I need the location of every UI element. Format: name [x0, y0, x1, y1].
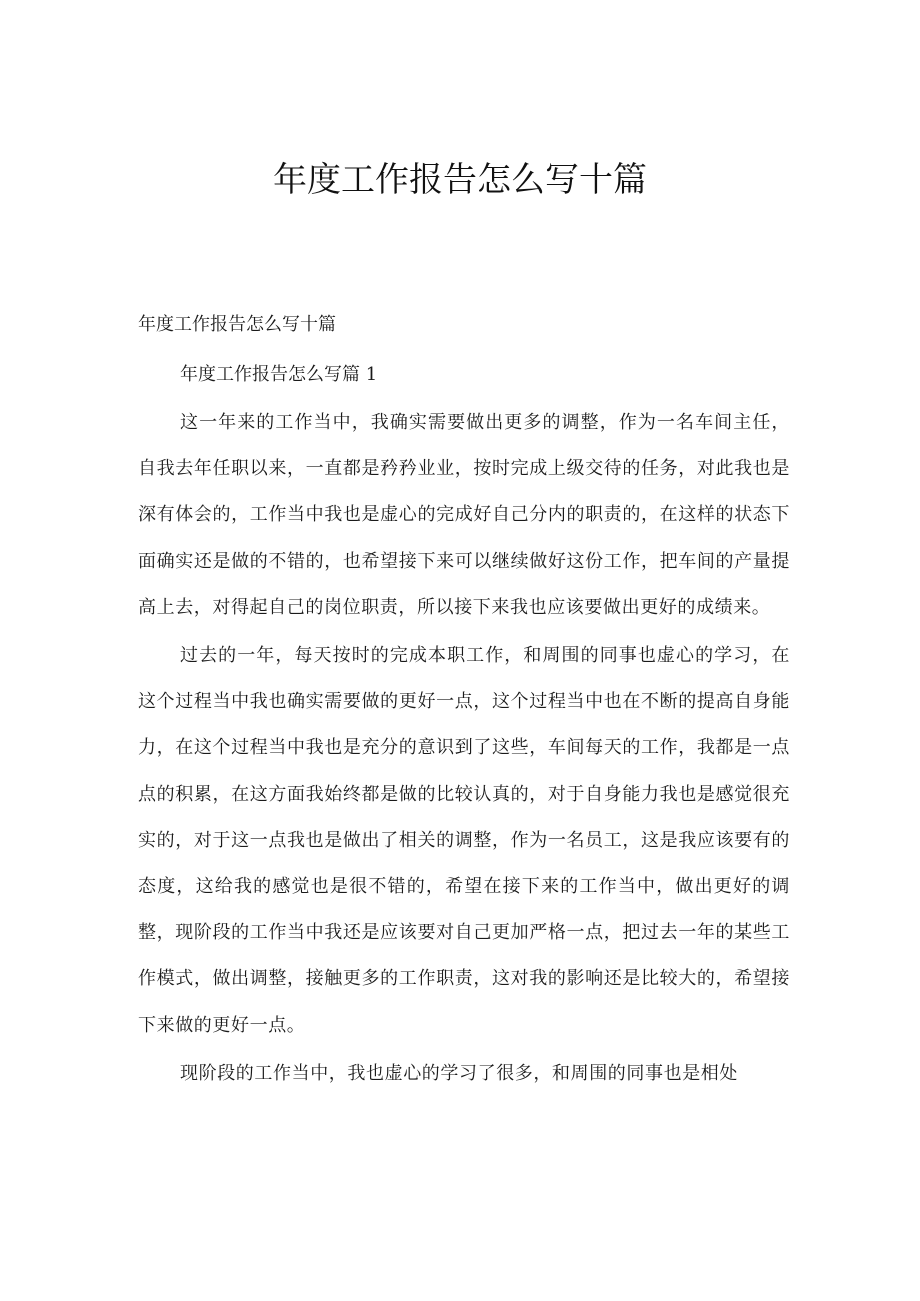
paragraph-1: 这一年来的工作当中，我确实需要做出更多的调整，作为一名车间主任，自我去年任职以来，一直都是矜矜业业，按时完成上级交待的任务，对此我也是深有体会的，工作当中我也是虚心的完成好自己分内的职责的，在这样的状态下面确实还是做的不错的，也希望接下来可以继续做好这份工作，把车间的产量提高上去，对得起自己的岗位职责，所以接下来我也应该要做出更好的成绩来。 — [138, 412, 790, 618]
paragraph-3: 现阶段的工作当中，我也虚心的学习了很多，和周围的同事也是相处 — [180, 1062, 738, 1084]
document-subtitle: 年度工作报告怎么写十篇 — [138, 314, 336, 335]
document-body — [138, 400, 790, 1099]
paragraph-2: 过去的一年，每天按时的完成本职工作，和周围的同事也虚心的学习，在这个过程当中我也确实需要做的更好一点，这个过程当中也在不断的提高自身能力，在这个过程当中我也是充分的意识到了这些，车间每天的工作，我都是一点点的积累，在这方面我始终都是做的比较认真的，对于自身能力我也是感觉很充实的，对于这一点我也是做出了相关的调整，作为一名员工，这是我应该要有的态度，这给我的感觉也是很不错的，希望在接下来的工作当中，做出更好的调整，现阶段的工作当中我还是应该要对自己更加严格一点，把过去一年的某些工作模式，做出调整，接触更多的工作职责，这对我的影响还是比较大的，希望接下来做的更好一点。 — [138, 645, 790, 1036]
section-heading: 年度工作报告怎么写篇 1 — [180, 364, 378, 385]
document-title: 年度工作报告怎么写十篇 — [273, 160, 647, 200]
